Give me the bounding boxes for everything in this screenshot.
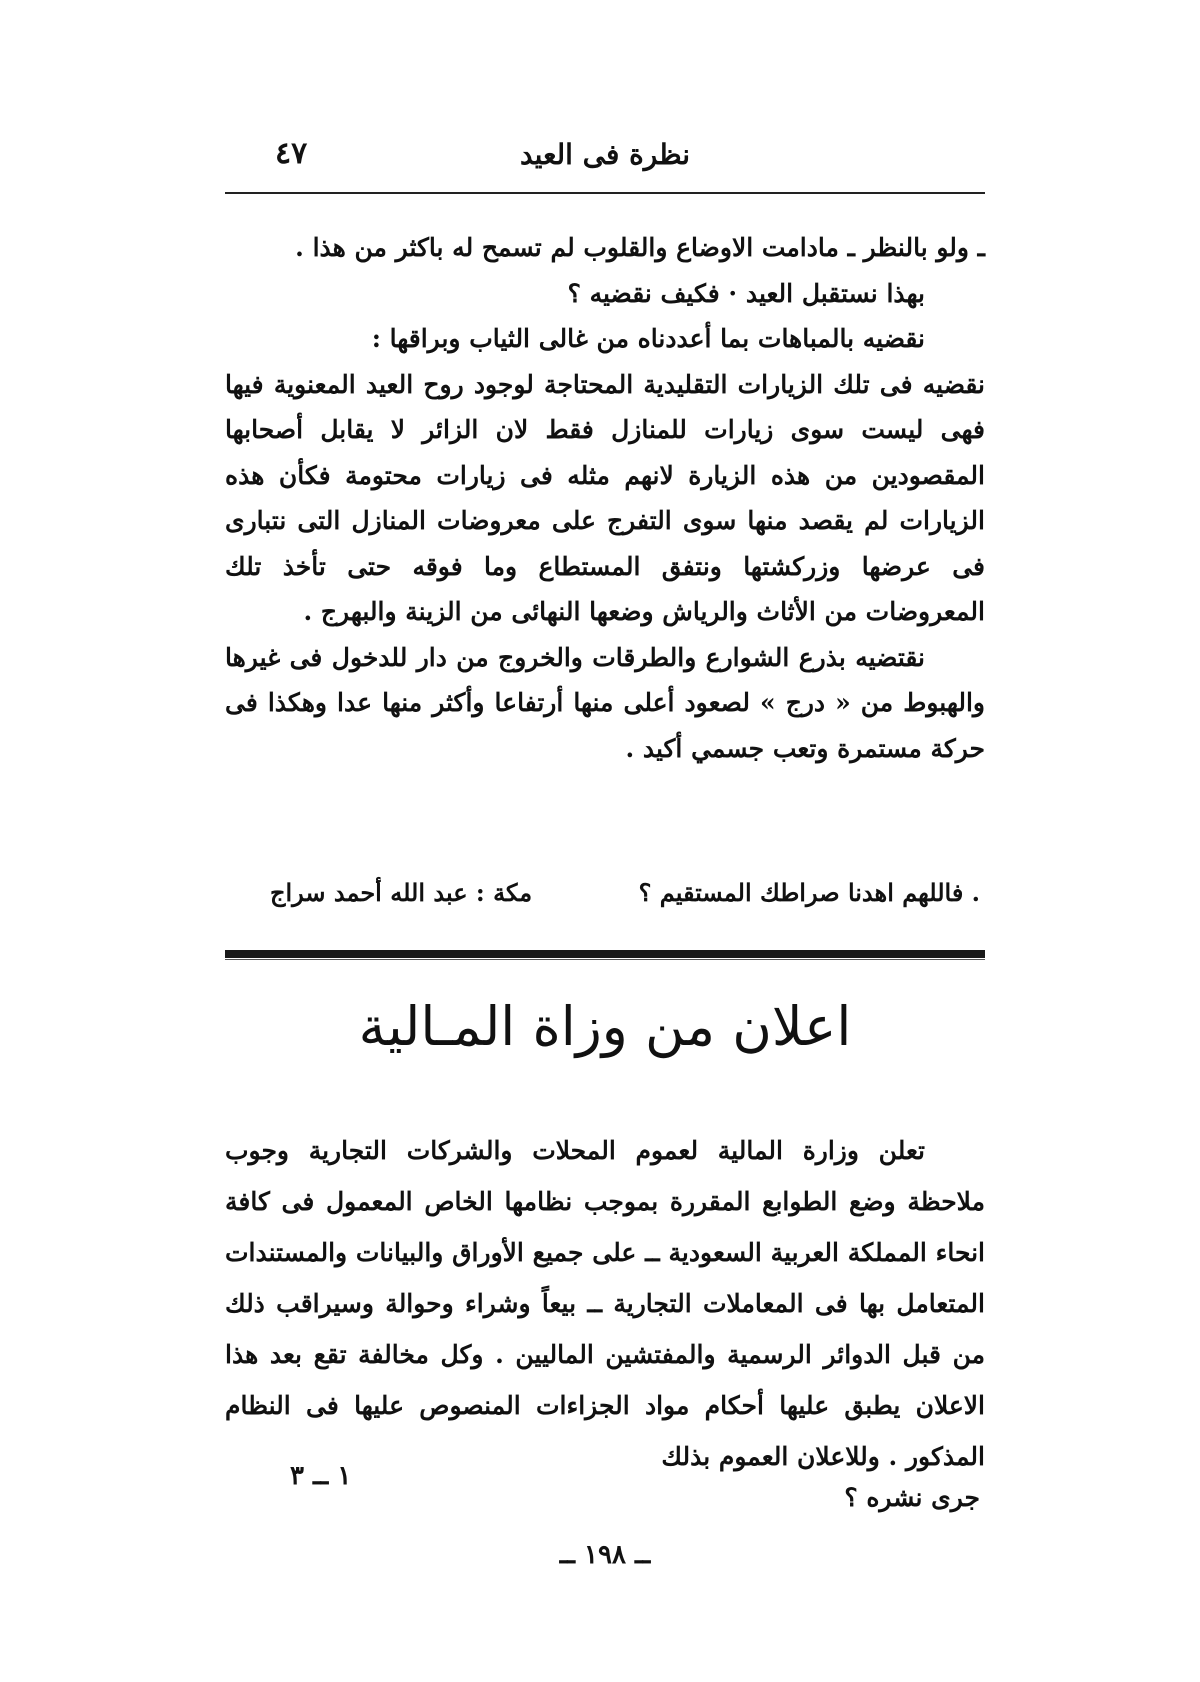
notice-body: تعلن وزارة المالية لعموم المحلات والشركات التجارية وجوب ملاحظة وضع الطوابع المقررة بموجب نظامها الخاص المعمول فى كافة انحاء المملكة العربية السعودية ــ على جميع الأوراق والبيانات والمستندات المتعامل بها فى المعاملات التجارية ــ بيعاً وشراء وحوالة وسيراقب ذلك من قبل الدوائر الرسمية والمفتشين الماليين . وكل مخالفة تقع بعد هذا الاعلان يطبق عليها أحكام مواد الجزاءات المنصوص عليها فى النظام المذكور . وللاعلان العموم بذلك — [225, 1136, 985, 1471]
section-divider — [225, 950, 985, 958]
article-body — [225, 225, 985, 771]
header-rule — [225, 192, 985, 194]
article-signature-row — [270, 878, 980, 918]
article-paragraph: نقضيه بالمباهات بما أعددناه من غالى الثياب وبراقها : — [371, 324, 925, 353]
article-closing-prayer: . فاللهم اهدنا صراطك المستقيم ؟ — [638, 878, 980, 907]
page-number-footer: ــ ١٩٨ ــ — [559, 1540, 651, 1570]
running-header — [225, 130, 985, 190]
article-paragraph: بهذا نستقبل العيد · فكيف نقضيه ؟ — [567, 278, 925, 308]
article-paragraph: ـ ولو بالنظر ـ مادامت الاوضاع والقلوب لم تسمح له باكثر من هذا . — [295, 233, 985, 262]
header-title: نظرة فى العيد — [519, 138, 691, 171]
notice-reference: ١ ــ ٣ — [290, 1461, 352, 1491]
article-paragraph: نقضيه فى تلك الزيارات التقليدية المحتاجة لوجود روح العيد المعنوية فيها فهى ليست سوى زيارات للمنازل فقط لان الزائر لا يقابل أصحابها المقصودين من هذه الزيارة لانهم مثله فى زيارات محتومة فكأن هذه الزيارات لم يقصد منها سوى التفرج على معروضات المنازل التى نتبارى فى عرضها وزركشتها ونتفق المستطاع وما فوقه حتى تأخذ تلك المعروضات من الأثاث والرياش وضعها النهائى من الزينة والبهرج . — [225, 369, 985, 626]
article-paragraph: نقتضيه بذرع الشوارع والطرقات والخروج من دار للدخول فى غيرها والهبوط من « درج » لصعود أعلى منها أرتفاعا وأكثر منها عدا وهكذا فى حركة مستمرة وتعب جسمي أكيد . — [225, 642, 985, 763]
article-author: مكة : عبد الله أحمد سراج — [270, 878, 533, 907]
notice-title: اعلان من وزاة المـالية — [358, 995, 852, 1058]
notice-closing: جرى نشره ؟ — [844, 1483, 980, 1512]
notice-footer — [290, 1461, 980, 1512]
header-page-number: ٤٧ — [275, 136, 308, 171]
